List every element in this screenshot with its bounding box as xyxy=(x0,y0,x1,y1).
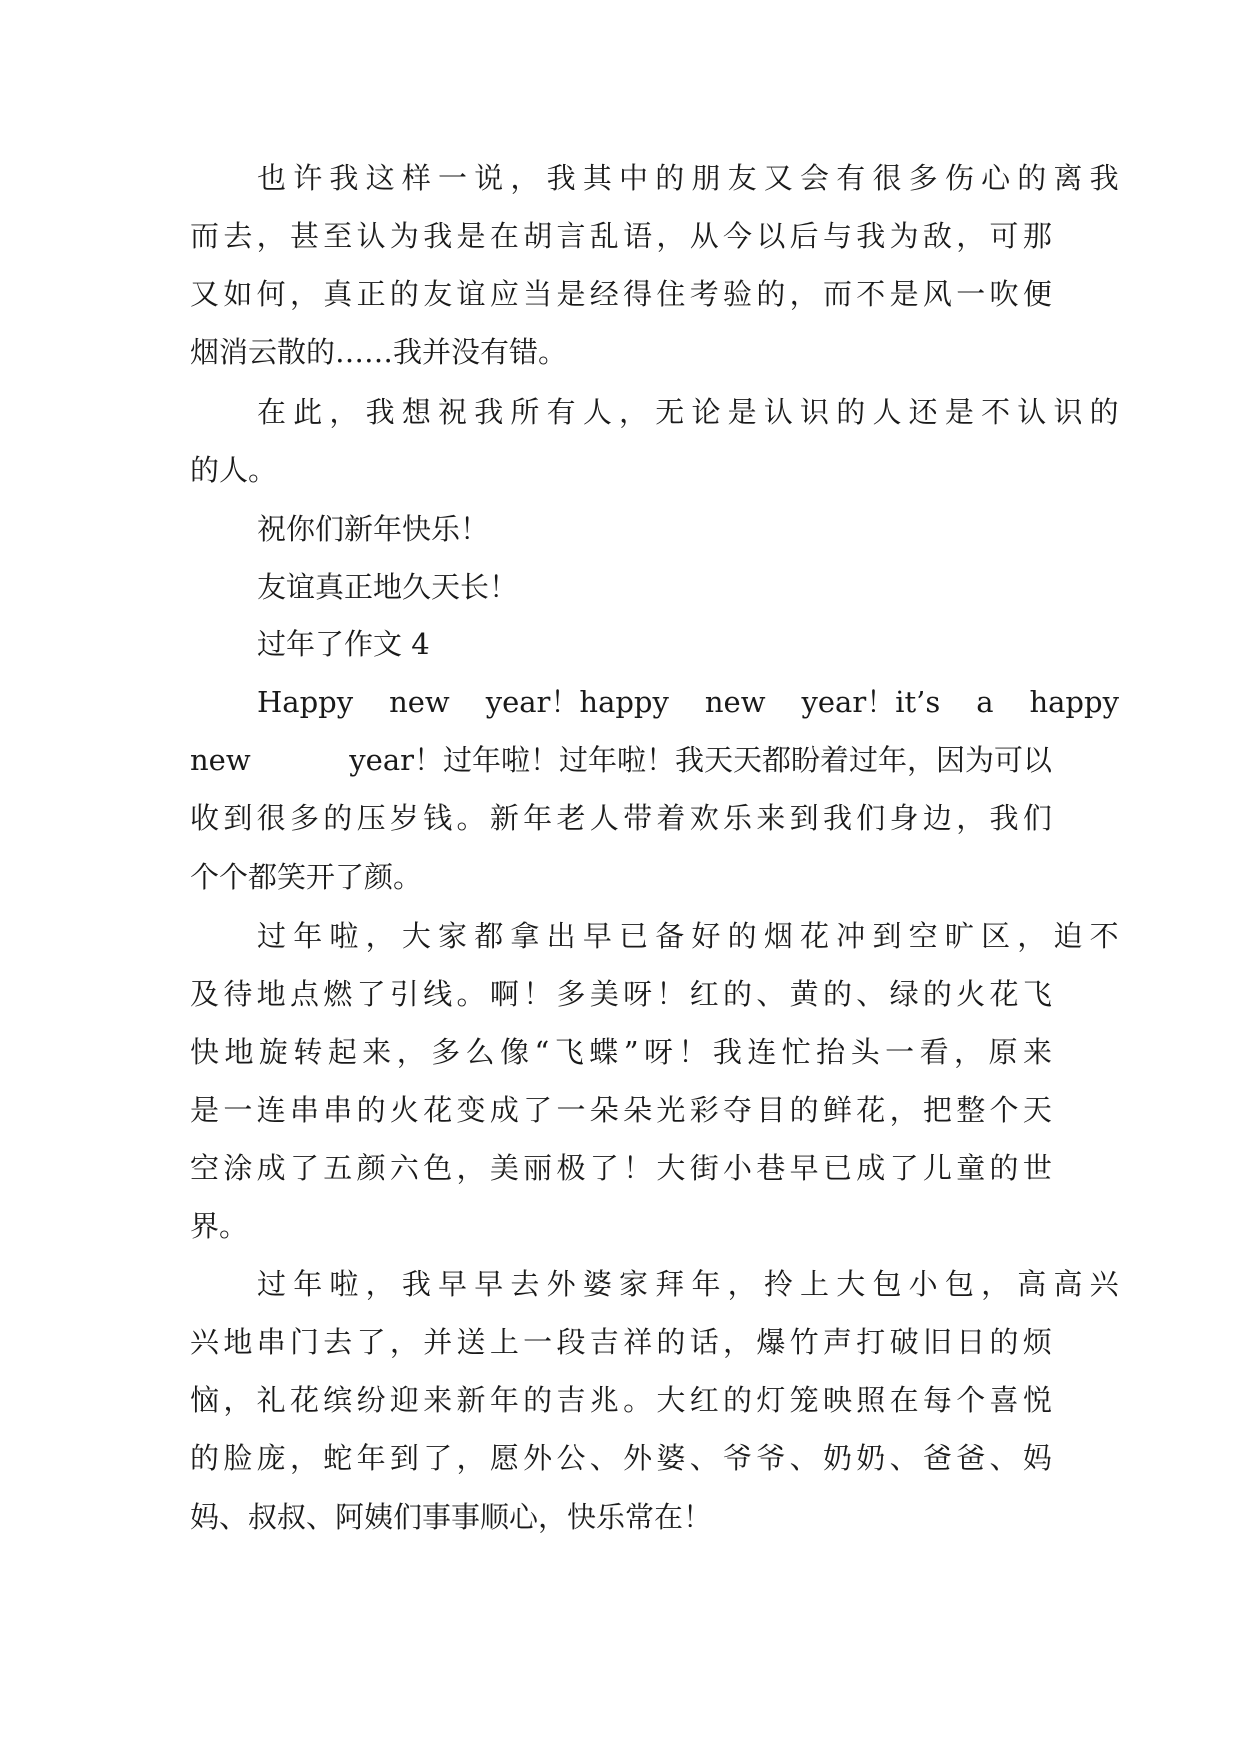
text-line: Happy new year！happy new year！it’s a happy xyxy=(257,685,1119,719)
text-line: 妈、叔叔、阿姨们事事顺心，快乐常在！ xyxy=(190,1500,713,1534)
greeting-line: 友谊真正地久天长！ xyxy=(257,570,519,604)
text-line: 快 地 旋 转 起 来 ， 多 么 像 “ 飞 蝶 ” 呀 ！ 我 连 忙 抬 头 一 看 ， 原 来 xyxy=(190,1035,1052,1069)
text-line: 是 一 连 串 串 的 火 花 变 成 了 一 朵 朵 光 彩 夺 目 的 鲜 花 ， 把 整 个 天 xyxy=(190,1093,1052,1127)
text-line: 而 去 ， 甚 至 认 为 我 是 在 胡 言 乱 语 ， 从 今 以 后 与 我 为 敌 ， 可 那 xyxy=(190,219,1052,253)
text-line: 及 待 地 点 燃 了 引 线 。 啊 ！ 多 美 呀 ！ 红 的 、 黄 的 、 绿 的 火 花 飞 xyxy=(190,977,1052,1011)
text-line: new year！过年啦！过年啦！我天天都盼着过年，因为可以 xyxy=(190,743,1052,777)
text-line: 过 年 啦 ， 大 家 都 拿 出 早 已 备 好 的 烟 花 冲 到 空 旷 区 ， 迫 不 xyxy=(257,919,1119,953)
greeting-line: 祝你们新年快乐！ xyxy=(257,512,490,546)
text-line: 空 涂 成 了 五 颜 六 色 ， 美 丽 极 了 ！ 大 街 小 巷 早 已 成 了 儿 童 的 世 xyxy=(190,1151,1052,1185)
text-line: 过 年 啦 ， 我 早 早 去 外 婆 家 拜 年 ， 拎 上 大 包 小 包 ， 高 高 兴 xyxy=(257,1267,1119,1301)
text-line: 又 如 何 ， 真 正 的 友 谊 应 当 是 经 得 住 考 验 的 ， 而 不 是 风 一 吹 便 xyxy=(190,277,1052,311)
text-line: 兴 地 串 门 去 了 ， 并 送 上 一 段 吉 祥 的 话 ， 爆 竹 声 打 破 旧 日 的 烦 xyxy=(190,1325,1052,1359)
text-line: 个个都笑开了颜。 xyxy=(190,860,423,894)
text-line: 也 许 我 这 样 一 说 ， 我 其 中 的 朋 友 又 会 有 很 多 伤 心 的 离 我 xyxy=(257,161,1119,195)
text-line: 的 脸 庞 ， 蛇 年 到 了 ， 愿 外 公 、 外 婆 、 爷 爷 、 奶 奶 、 爸 爸 、 妈 xyxy=(190,1441,1052,1475)
text-line: 在 此 ， 我 想 祝 我 所 有 人 ， 无 论 是 认 识 的 人 还 是 不 认 识 的 xyxy=(257,395,1119,429)
text-line: 烟消云散的……我并没有错。 xyxy=(190,335,568,369)
text-line: 恼 ， 礼 花 缤 纷 迎 来 新 年 的 吉 兆 。 大 红 的 灯 笼 映 照 在 每 个 喜 悦 xyxy=(190,1383,1052,1417)
text-line: 界。 xyxy=(190,1209,249,1243)
text-line: 收 到 很 多 的 压 岁 钱 。 新 年 老 人 带 着 欢 乐 来 到 我 们 身 边 ， 我 们 xyxy=(190,801,1052,835)
text-line: 的人。 xyxy=(190,453,278,487)
section-title: 过年了作文 4 xyxy=(257,627,430,661)
